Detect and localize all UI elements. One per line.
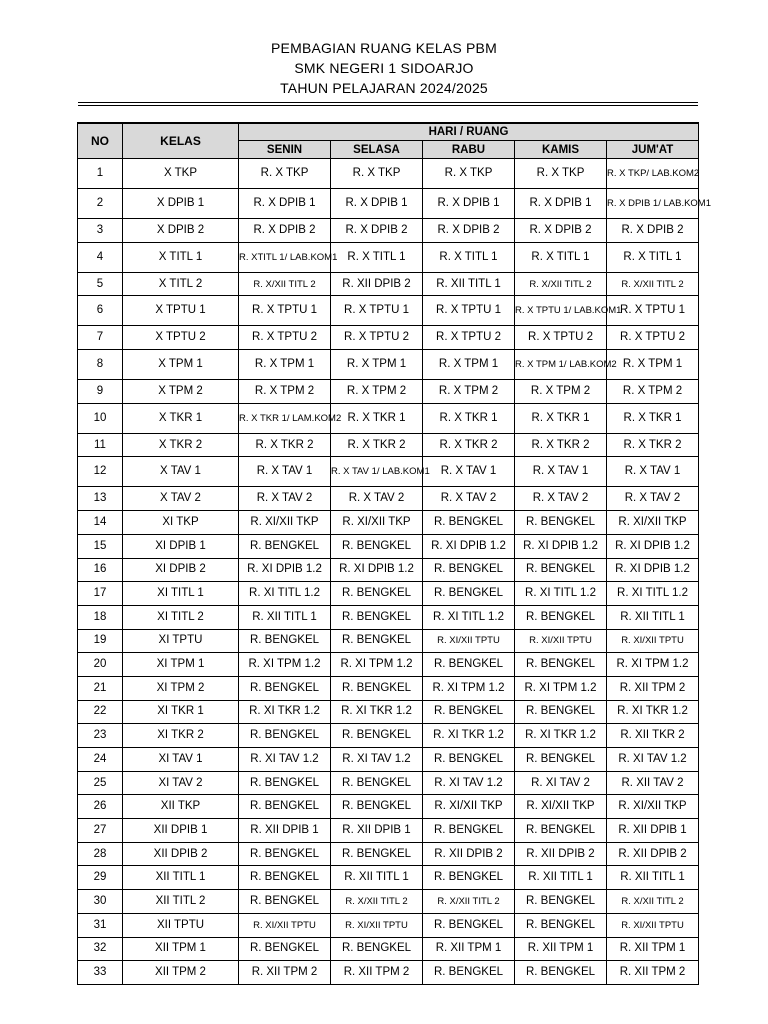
table-row <box>78 819 699 843</box>
table-row <box>78 676 699 700</box>
room-cell-rabu: R. XI/XII TPTU <box>423 629 515 653</box>
room-cell-kamis: R. X TITL 1 <box>515 242 607 272</box>
row-kelas: X TAV 2 <box>123 487 239 511</box>
room-cell-jumat: R. XI DPIB 1.2 <box>607 534 699 558</box>
room-cell-selasa: R. BENGKEL <box>331 937 423 961</box>
room-cell-selasa: R. XI TAV 1.2 <box>331 748 423 772</box>
room-cell-senin: R. BENGKEL <box>239 866 331 890</box>
row-number: 9 <box>78 380 123 404</box>
room-cell-jumat: R. XII TPM 2 <box>607 676 699 700</box>
table-row <box>78 326 699 350</box>
table-row <box>78 629 699 653</box>
table-row <box>78 219 699 243</box>
room-cell-senin: R. BENGKEL <box>239 534 331 558</box>
row-kelas: XI TKR 1 <box>123 700 239 724</box>
room-cell-selasa: R. BENGKEL <box>331 676 423 700</box>
room-cell-kamis: R. XI TKR 1.2 <box>515 724 607 748</box>
row-number: 14 <box>78 511 123 535</box>
room-cell-rabu: R. BENGKEL <box>423 748 515 772</box>
room-cell-selasa: R. BENGKEL <box>331 795 423 819</box>
row-number: 33 <box>78 961 123 985</box>
room-cell-rabu: R. X TKR 1 <box>423 403 515 433</box>
room-cell-rabu: R. XI TAV 1.2 <box>423 771 515 795</box>
table-row <box>78 937 699 961</box>
row-kelas: X TKR 1 <box>123 403 239 433</box>
row-number: 29 <box>78 866 123 890</box>
room-cell-jumat: R. XI TAV 1.2 <box>607 748 699 772</box>
room-cell-senin: R. X DPIB 1 <box>239 189 331 219</box>
row-kelas: X TPM 1 <box>123 350 239 380</box>
room-cell-selasa: R. X TPM 2 <box>331 380 423 404</box>
header-day-rabu: RABU <box>423 141 515 159</box>
room-cell-selasa: R. X TAV 2 <box>331 487 423 511</box>
room-cell-rabu: R. BENGKEL <box>423 700 515 724</box>
row-number: 4 <box>78 242 123 272</box>
row-kelas: XI DPIB 1 <box>123 534 239 558</box>
header-no: NO <box>78 123 123 159</box>
room-cell-kamis: R. X DPIB 1 <box>515 189 607 219</box>
room-cell-kamis: R. XI TPM 1.2 <box>515 676 607 700</box>
row-number: 20 <box>78 653 123 677</box>
room-cell-senin: R. XI/XII TPTU <box>239 913 331 937</box>
table-row <box>78 380 699 404</box>
room-cell-jumat: R. X TPTU 2 <box>607 326 699 350</box>
room-cell-selasa: R. X TPTU 2 <box>331 326 423 350</box>
room-schedule-table <box>77 122 712 985</box>
room-cell-jumat: R. X TAV 1 <box>607 457 699 487</box>
room-cell-kamis: R. BENGKEL <box>515 819 607 843</box>
row-number: 1 <box>78 159 123 189</box>
room-cell-selasa: R. X/XII TITL 2 <box>331 890 423 914</box>
document-title <box>0 38 768 98</box>
row-kelas: X TITL 1 <box>123 242 239 272</box>
row-kelas: X DPIB 2 <box>123 219 239 243</box>
table-row <box>78 433 699 457</box>
room-cell-selasa: R. BENGKEL <box>331 842 423 866</box>
room-cell-senin: R. XI/XII TKP <box>239 511 331 535</box>
room-cell-kamis: R. X TAV 1 <box>515 457 607 487</box>
row-kelas: X TKR 2 <box>123 433 239 457</box>
room-cell-selasa: R. XI TKR 1.2 <box>331 700 423 724</box>
room-cell-kamis: R. X TKP <box>515 159 607 189</box>
row-number: 11 <box>78 433 123 457</box>
room-cell-kamis: R. BENGKEL <box>515 961 607 985</box>
table-row <box>78 534 699 558</box>
row-number: 15 <box>78 534 123 558</box>
row-number: 6 <box>78 296 123 326</box>
row-kelas: XI TPM 1 <box>123 653 239 677</box>
row-number: 31 <box>78 913 123 937</box>
room-cell-selasa: R. XI/XII TKP <box>331 511 423 535</box>
room-cell-rabu: R. X TKR 2 <box>423 433 515 457</box>
row-number: 23 <box>78 724 123 748</box>
room-cell-kamis: R. X TKR 1 <box>515 403 607 433</box>
room-cell-jumat: R. X TITL 1 <box>607 242 699 272</box>
row-number: 22 <box>78 700 123 724</box>
room-cell-rabu: R. XII DPIB 2 <box>423 842 515 866</box>
room-cell-rabu: R. XII TITL 1 <box>423 272 515 296</box>
room-cell-rabu: R. XI DPIB 1.2 <box>423 534 515 558</box>
room-cell-rabu: R. XI TPM 1.2 <box>423 676 515 700</box>
room-cell-senin: R. X TPTU 2 <box>239 326 331 350</box>
room-cell-kamis: R. BENGKEL <box>515 605 607 629</box>
room-cell-rabu: R. X TAV 1 <box>423 457 515 487</box>
room-cell-jumat: R. XII TPM 2 <box>607 961 699 985</box>
room-cell-senin: R. XTITL 1/ LAB.KOM1 <box>239 242 331 272</box>
room-cell-senin: R. X DPIB 2 <box>239 219 331 243</box>
table-row <box>78 558 699 582</box>
title-divider-bottom <box>78 105 698 106</box>
room-cell-jumat: R. X TAV 2 <box>607 487 699 511</box>
room-cell-rabu: R. BENGKEL <box>423 913 515 937</box>
room-cell-senin: R. X TPTU 1 <box>239 296 331 326</box>
room-cell-selasa: R. BENGKEL <box>331 629 423 653</box>
row-kelas: X TITL 2 <box>123 272 239 296</box>
row-kelas: XII DPIB 2 <box>123 842 239 866</box>
table-body <box>78 159 712 985</box>
row-kelas: XII DPIB 1 <box>123 819 239 843</box>
room-cell-rabu: R. BENGKEL <box>423 819 515 843</box>
row-number: 18 <box>78 605 123 629</box>
room-cell-senin: R. X TAV 1 <box>239 457 331 487</box>
room-cell-rabu: R. X TITL 1 <box>423 242 515 272</box>
room-cell-jumat: R. XI TKR 1.2 <box>607 700 699 724</box>
room-cell-senin: R. BENGKEL <box>239 795 331 819</box>
room-cell-jumat: R. X TKR 1 <box>607 403 699 433</box>
row-number: 5 <box>78 272 123 296</box>
room-cell-jumat: R. X TPM 1 <box>607 350 699 380</box>
room-cell-rabu: R. BENGKEL <box>423 558 515 582</box>
room-cell-selasa: R. XII DPIB 1 <box>331 819 423 843</box>
room-cell-senin: R. X TKP <box>239 159 331 189</box>
room-cell-rabu: R. X TPTU 1 <box>423 296 515 326</box>
room-cell-senin: R. BENGKEL <box>239 937 331 961</box>
table-row <box>78 272 699 296</box>
room-cell-rabu: R. BENGKEL <box>423 582 515 606</box>
room-cell-selasa: R. XI/XII TPTU <box>331 913 423 937</box>
row-number: 25 <box>78 771 123 795</box>
room-cell-jumat: R. XI/XII TPTU <box>607 629 699 653</box>
table-row <box>78 795 699 819</box>
room-cell-kamis: R. X TPTU 2 <box>515 326 607 350</box>
room-cell-senin: R. XI TITL 1.2 <box>239 582 331 606</box>
room-cell-senin: R. BENGKEL <box>239 676 331 700</box>
room-cell-senin: R. XII DPIB 1 <box>239 819 331 843</box>
room-cell-jumat: R. X DPIB 2 <box>607 219 699 243</box>
room-cell-kamis: R. XI/XII TPTU <box>515 629 607 653</box>
room-cell-rabu: R. X DPIB 2 <box>423 219 515 243</box>
table-row <box>78 403 699 433</box>
room-cell-rabu: R. X TKP <box>423 159 515 189</box>
room-cell-kamis: R. BENGKEL <box>515 748 607 772</box>
row-kelas: XI TAV 1 <box>123 748 239 772</box>
room-cell-rabu: R. XI/XII TKP <box>423 795 515 819</box>
table-row <box>78 866 699 890</box>
room-cell-kamis: R. X TAV 2 <box>515 487 607 511</box>
row-number: 27 <box>78 819 123 843</box>
room-cell-rabu: R. X/XII TITL 2 <box>423 890 515 914</box>
row-number: 16 <box>78 558 123 582</box>
room-cell-kamis: R. XII TPM 1 <box>515 937 607 961</box>
room-cell-selasa: R. BENGKEL <box>331 771 423 795</box>
row-number: 10 <box>78 403 123 433</box>
row-number: 19 <box>78 629 123 653</box>
room-cell-selasa: R. X TITL 1 <box>331 242 423 272</box>
table-header <box>78 123 699 159</box>
room-cell-senin: R. X TAV 2 <box>239 487 331 511</box>
header-kelas: KELAS <box>123 123 239 159</box>
table-row <box>78 748 699 772</box>
room-cell-kamis: R. XI TAV 2 <box>515 771 607 795</box>
row-kelas: X TKP <box>123 159 239 189</box>
room-cell-senin: R. BENGKEL <box>239 724 331 748</box>
room-cell-rabu: R. X TPM 2 <box>423 380 515 404</box>
room-cell-jumat: R. XI/XII TKP <box>607 511 699 535</box>
row-kelas: XI TPTU <box>123 629 239 653</box>
title-line-1: PEMBAGIAN RUANG KELAS PBM <box>271 40 497 56</box>
room-cell-jumat: R. XI TPM 1.2 <box>607 653 699 677</box>
table-row <box>78 913 699 937</box>
room-cell-selasa: R. XI DPIB 1.2 <box>331 558 423 582</box>
room-cell-rabu: R. BENGKEL <box>423 866 515 890</box>
row-kelas: XII TITL 1 <box>123 866 239 890</box>
row-kelas: X TAV 1 <box>123 457 239 487</box>
room-cell-selasa: R. X TKR 2 <box>331 433 423 457</box>
room-cell-kamis: R. XII DPIB 2 <box>515 842 607 866</box>
title-line-3: TAHUN PELAJARAN 2024/2025 <box>280 80 488 96</box>
room-cell-kamis: R. X DPIB 2 <box>515 219 607 243</box>
row-number: 26 <box>78 795 123 819</box>
row-kelas: XII TPM 1 <box>123 937 239 961</box>
row-number: 28 <box>78 842 123 866</box>
room-cell-rabu: R. BENGKEL <box>423 511 515 535</box>
header-day-jumat: JUM'AT <box>607 141 699 159</box>
room-cell-kamis: R. BENGKEL <box>515 700 607 724</box>
table-row <box>78 159 699 189</box>
room-cell-selasa: R. BENGKEL <box>331 534 423 558</box>
row-kelas: XI TPM 2 <box>123 676 239 700</box>
room-cell-kamis: R. X TPTU 1/ LAB.KOM1 <box>515 296 607 326</box>
row-number: 12 <box>78 457 123 487</box>
row-kelas: X DPIB 1 <box>123 189 239 219</box>
room-cell-selasa: R. X TKP <box>331 159 423 189</box>
room-cell-kamis: R. X/XII TITL 2 <box>515 272 607 296</box>
title-divider-top <box>78 102 698 103</box>
room-cell-selasa: R. XII DPIB 2 <box>331 272 423 296</box>
header-day-senin: SENIN <box>239 141 331 159</box>
room-cell-jumat: R. X/XII TITL 2 <box>607 272 699 296</box>
room-cell-rabu: R. X TPTU 2 <box>423 326 515 350</box>
title-line-2: SMK NEGERI 1 SIDOARJO <box>294 60 474 76</box>
header-day-selasa: SELASA <box>331 141 423 159</box>
row-number: 2 <box>78 189 123 219</box>
room-cell-senin: R. XI TPM 1.2 <box>239 653 331 677</box>
row-kelas: XII TPTU <box>123 913 239 937</box>
room-cell-kamis: R. BENGKEL <box>515 890 607 914</box>
table-row <box>78 890 699 914</box>
row-kelas: XI DPIB 2 <box>123 558 239 582</box>
row-kelas: XI TITL 2 <box>123 605 239 629</box>
room-cell-kamis: R. X TKR 2 <box>515 433 607 457</box>
room-cell-senin: R. X TKR 1/ LAM.KOM2 <box>239 403 331 433</box>
room-cell-senin: R. X TPM 1 <box>239 350 331 380</box>
table-row <box>78 350 699 380</box>
room-cell-selasa: R. XI TPM 1.2 <box>331 653 423 677</box>
row-kelas: X TPTU 2 <box>123 326 239 350</box>
row-kelas: X TPM 2 <box>123 380 239 404</box>
table-row <box>78 605 699 629</box>
row-number: 13 <box>78 487 123 511</box>
table-row <box>78 961 699 985</box>
room-cell-senin: R. XII TITL 1 <box>239 605 331 629</box>
room-cell-jumat: R. XII TPM 1 <box>607 937 699 961</box>
room-cell-jumat: R. X TKP/ LAB.KOM2 <box>607 159 699 189</box>
table-row <box>78 457 699 487</box>
row-kelas: XII TPM 2 <box>123 961 239 985</box>
room-cell-kamis: R. XI/XII TKP <box>515 795 607 819</box>
row-number: 3 <box>78 219 123 243</box>
room-cell-kamis: R. BENGKEL <box>515 913 607 937</box>
row-kelas: X TPTU 1 <box>123 296 239 326</box>
header-hari-ruang: HARI / RUANG <box>239 123 699 141</box>
room-cell-rabu: R. X DPIB 1 <box>423 189 515 219</box>
room-cell-kamis: R. X TPM 1/ LAB.KOM2 <box>515 350 607 380</box>
room-cell-kamis: R. XII TITL 1 <box>515 866 607 890</box>
room-cell-selasa: R. XII TITL 1 <box>331 866 423 890</box>
row-number: 24 <box>78 748 123 772</box>
room-cell-senin: R. XI TAV 1.2 <box>239 748 331 772</box>
row-kelas: XI TITL 1 <box>123 582 239 606</box>
room-cell-jumat: R. XI/XII TKP <box>607 795 699 819</box>
room-cell-selasa: R. X DPIB 1 <box>331 189 423 219</box>
room-cell-jumat: R. XI DPIB 1.2 <box>607 558 699 582</box>
room-cell-jumat: R. X TPM 2 <box>607 380 699 404</box>
table-row <box>78 242 699 272</box>
room-cell-senin: R. BENGKEL <box>239 890 331 914</box>
room-cell-selasa: R. BENGKEL <box>331 724 423 748</box>
row-number: 30 <box>78 890 123 914</box>
room-cell-jumat: R. XII DPIB 1 <box>607 819 699 843</box>
row-number: 32 <box>78 937 123 961</box>
table-row <box>78 842 699 866</box>
table-row <box>78 511 699 535</box>
room-cell-senin: R. X/XII TITL 2 <box>239 272 331 296</box>
table-row <box>78 296 699 326</box>
room-cell-rabu: R. XI TKR 1.2 <box>423 724 515 748</box>
room-cell-senin: R. BENGKEL <box>239 842 331 866</box>
room-cell-rabu: R. BENGKEL <box>423 653 515 677</box>
room-cell-rabu: R. XII TPM 1 <box>423 937 515 961</box>
room-cell-senin: R. BENGKEL <box>239 771 331 795</box>
row-kelas: XI TKP <box>123 511 239 535</box>
room-cell-selasa: R. BENGKEL <box>331 605 423 629</box>
room-cell-senin: R. XI DPIB 1.2 <box>239 558 331 582</box>
room-cell-selasa: R. X DPIB 2 <box>331 219 423 243</box>
row-kelas: XII TKP <box>123 795 239 819</box>
room-cell-rabu: R. X TAV 2 <box>423 487 515 511</box>
room-cell-kamis: R. BENGKEL <box>515 653 607 677</box>
room-cell-jumat: R. XII TITL 1 <box>607 605 699 629</box>
room-cell-kamis: R. XI TITL 1.2 <box>515 582 607 606</box>
room-cell-jumat: R. XII TAV 2 <box>607 771 699 795</box>
row-kelas: XI TAV 2 <box>123 771 239 795</box>
room-cell-jumat: R. X TKR 2 <box>607 433 699 457</box>
row-kelas: XI TKR 2 <box>123 724 239 748</box>
table-row <box>78 189 699 219</box>
room-cell-selasa: R. BENGKEL <box>331 582 423 606</box>
table-row <box>78 653 699 677</box>
room-cell-rabu: R. XI TITL 1.2 <box>423 605 515 629</box>
room-cell-jumat: R. X/XII TITL 2 <box>607 890 699 914</box>
room-cell-selasa: R. X TPM 1 <box>331 350 423 380</box>
row-number: 8 <box>78 350 123 380</box>
room-cell-senin: R. BENGKEL <box>239 629 331 653</box>
room-cell-jumat: R. XI/XII TPTU <box>607 913 699 937</box>
room-cell-kamis: R. BENGKEL <box>515 558 607 582</box>
row-number: 17 <box>78 582 123 606</box>
room-cell-jumat: R. XI TITL 1.2 <box>607 582 699 606</box>
room-cell-selasa: R. X TKR 1 <box>331 403 423 433</box>
room-cell-kamis: R. XI DPIB 1.2 <box>515 534 607 558</box>
header-day-kamis: KAMIS <box>515 141 607 159</box>
room-cell-senin: R. XII TPM 2 <box>239 961 331 985</box>
row-number: 21 <box>78 676 123 700</box>
room-cell-selasa: R. XII TPM 2 <box>331 961 423 985</box>
table-row <box>78 724 699 748</box>
room-cell-jumat: R. X TPTU 1 <box>607 296 699 326</box>
room-cell-senin: R. XI TKR 1.2 <box>239 700 331 724</box>
row-number: 7 <box>78 326 123 350</box>
room-cell-jumat: R. X DPIB 1/ LAB.KOM1 <box>607 189 699 219</box>
room-cell-kamis: R. BENGKEL <box>515 511 607 535</box>
table-row <box>78 700 699 724</box>
table-row <box>78 582 699 606</box>
table-row <box>78 487 699 511</box>
room-cell-selasa: R. X TPTU 1 <box>331 296 423 326</box>
room-cell-rabu: R. X TPM 1 <box>423 350 515 380</box>
room-cell-kamis: R. X TPM 2 <box>515 380 607 404</box>
room-cell-senin: R. X TPM 2 <box>239 380 331 404</box>
room-cell-selasa: R. X TAV 1/ LAB.KOM1 <box>331 457 423 487</box>
table-row <box>78 771 699 795</box>
room-cell-senin: R. X TKR 2 <box>239 433 331 457</box>
room-cell-jumat: R. XII DPIB 2 <box>607 842 699 866</box>
row-kelas: XII TITL 2 <box>123 890 239 914</box>
room-cell-rabu: R. BENGKEL <box>423 961 515 985</box>
room-cell-jumat: R. XII TKR 2 <box>607 724 699 748</box>
room-cell-jumat: R. XII TITL 1 <box>607 866 699 890</box>
